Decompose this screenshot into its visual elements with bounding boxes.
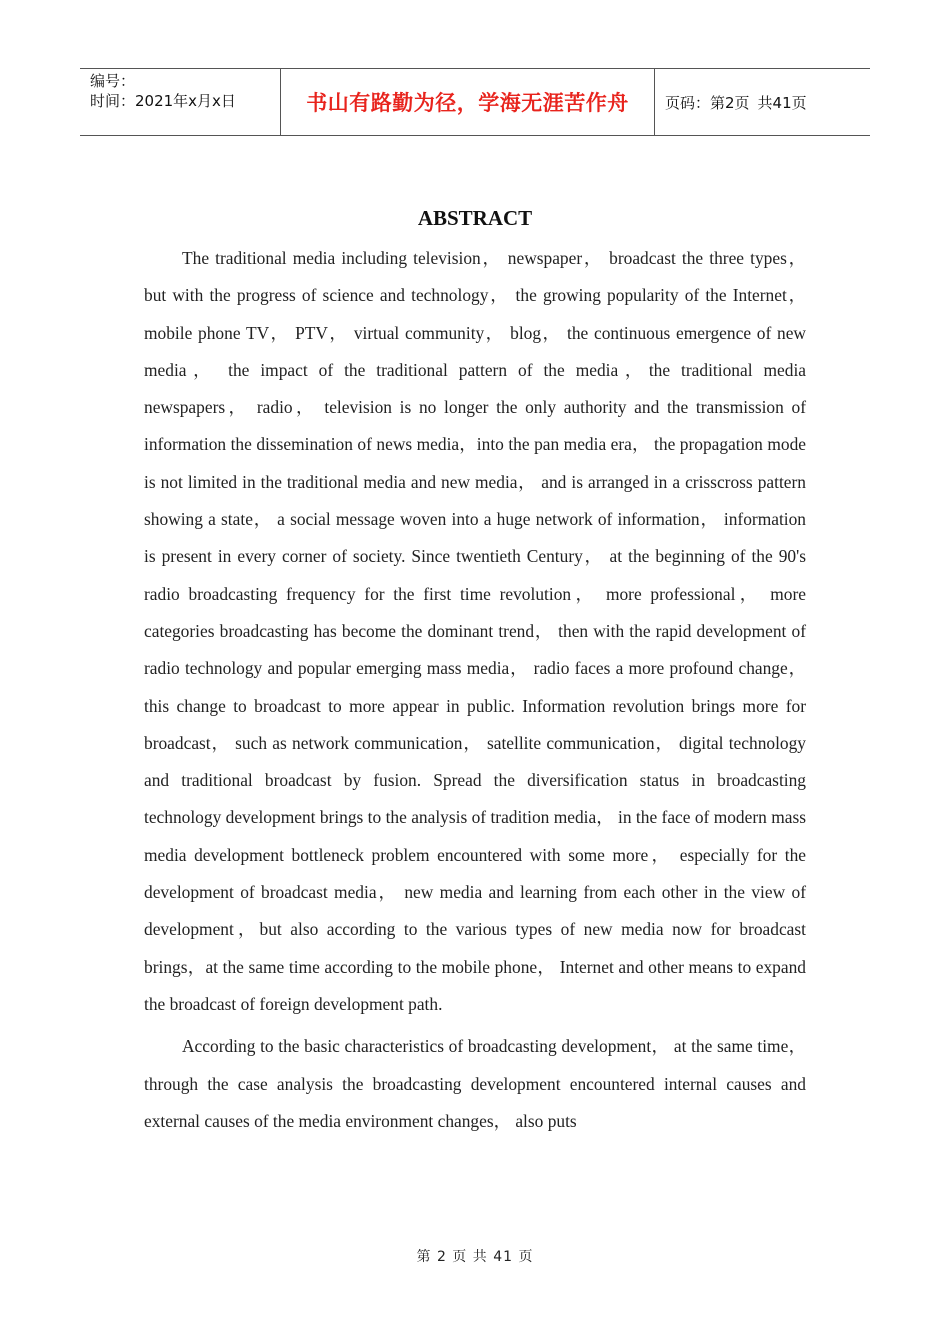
page-footer: 第 2 页 共 41 页	[416, 1249, 534, 1265]
abstract-body	[144, 240, 806, 1145]
header-motto: 书山有路勤为径，学海无涯苦作舟	[281, 69, 655, 135]
paragraph: According to the basic characteristics of broadcasting development， at the same time， through the case analysis the broadcasting development encountered internal causes and external causes of the media environment changes， also puts	[144, 1036, 806, 1131]
header-page-number: 页码：第2页	[665, 93, 750, 112]
paragraph: The traditional media including television， newspaper， broadcast the three types， but with the progress of science and technology， the growing popularity of the Internet， mobile phone TV， PTV， virtual community， blog， the continuous emergence of new media， the impact of the traditional pattern of the media，the traditional media newspapers， radio， television is no longer the only authority and the transmission of information the dissemination of news media，into the pan media era， the propagation mode is not limited in the traditional media and new media， and is arranged in a crisscross pattern showing a state， a social message woven into a huge network of information， information is present in every corner of society. Since twentieth Century， at the beginning of the 90's radio broadcasting frequency for the first time revolution， more professional， more categories broadcasting has become the dominant trend， then with the rapid development of radio technology and popular emerging mass media， radio faces a more profound change， this change to broadcast to more appear in public. Information revolution brings more for broadcast， such as network communication， satellite communication， digital technology and traditional broadcast by fusion. Spread the diversification status in broadcasting technology development brings to the analysis of tradition media， in the face of modern mass media development bottleneck problem encountered with some more， especially for the development of broadcast media， new media and learning from each other in the view of development，but also according to the various types of new media now for broadcast brings，at the same time according to the mobile phone， Internet and other means to expand the broadcast of foreign development path.	[144, 248, 806, 1014]
serial-number-label: 编号：	[90, 72, 136, 90]
date-label: 时间：2021年x月x日	[90, 92, 236, 110]
page-header	[80, 68, 870, 136]
header-page-info	[655, 69, 870, 135]
header-total-pages: 共41页	[757, 93, 807, 112]
header-meta	[80, 69, 281, 135]
section-title: ABSTRACT	[417, 206, 533, 230]
